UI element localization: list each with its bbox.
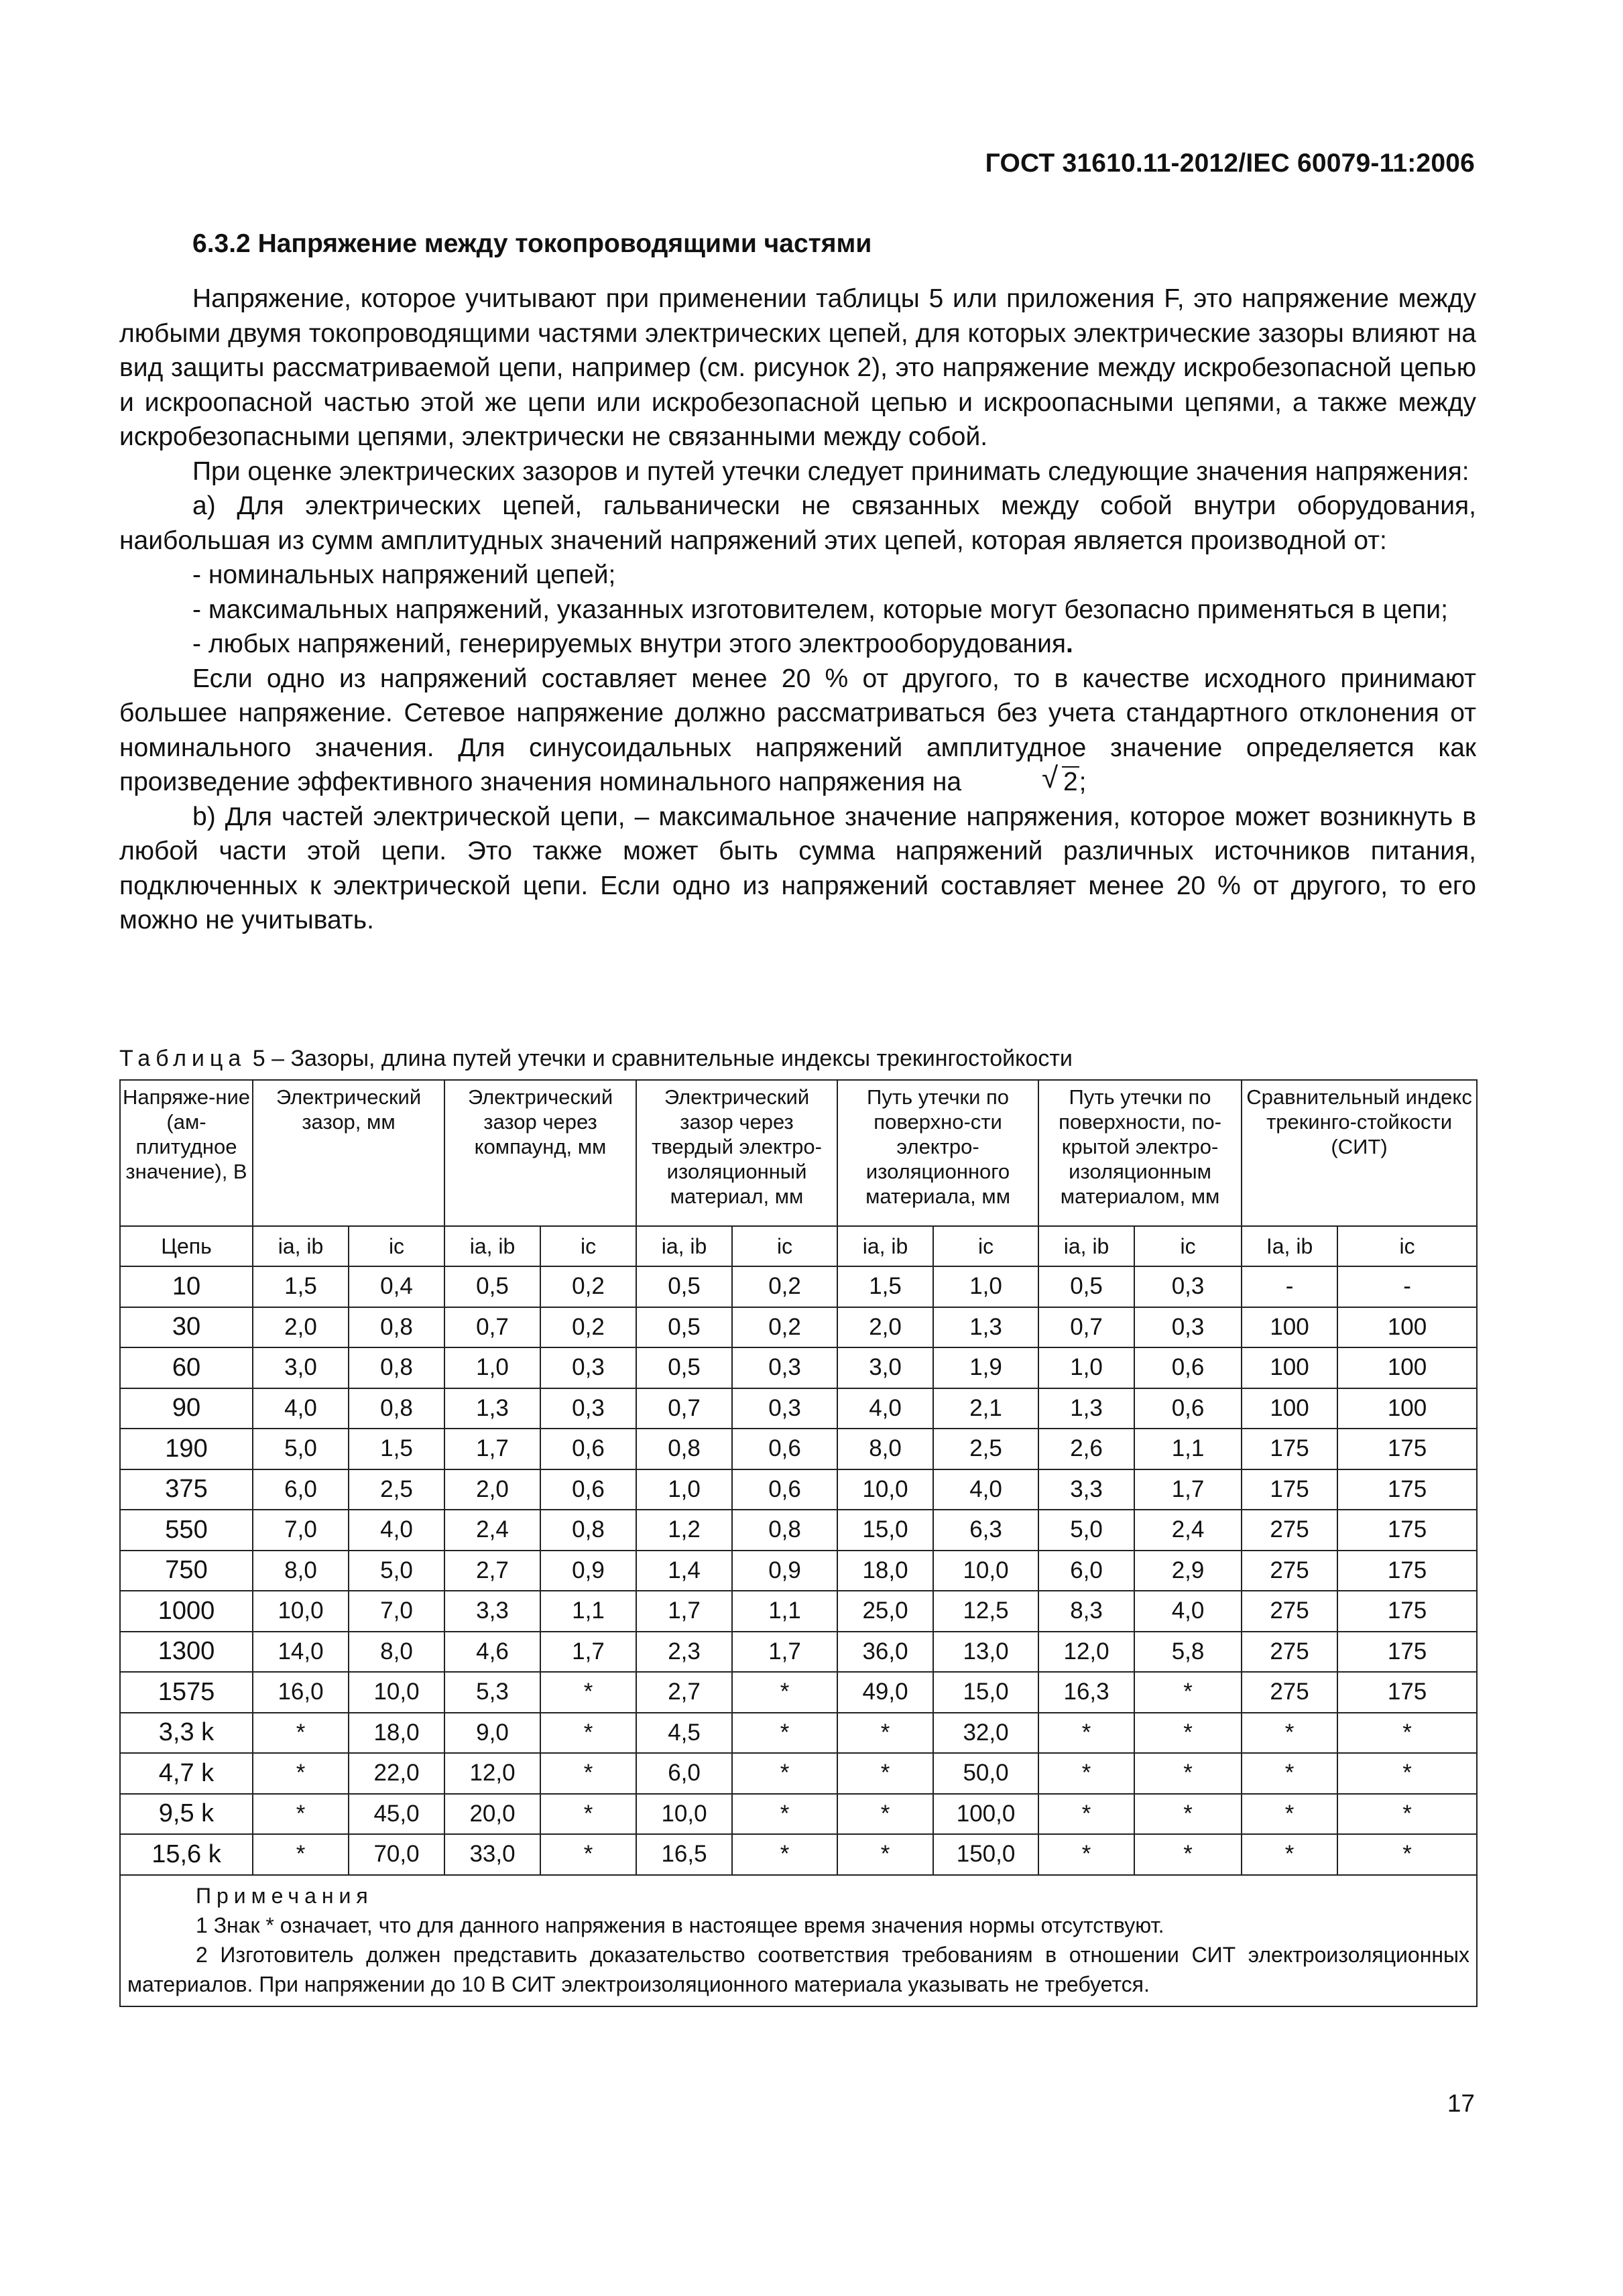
paragraph-voltage-definition: Напряжение, которое учитывают при применении таблицы 5 или приложения F, это напряжение между любыми двумя токопроводящими частями электрических цепей, для которых электрические зазоры влияют на вид защиты рассматриваемой цепи, например (см. рисунок 2), это напряжение между искробезопасной цепью и искроопасной частью этой же цепи или искробезопасной цепью и искроопасными цепями, а также между искробезопасными цепями, электрически не связанными между собой. bbox=[119, 284, 1476, 451]
value-cell: * bbox=[1337, 1794, 1477, 1835]
value-cell: 3,0 bbox=[253, 1347, 349, 1388]
voltage-cell: 60 bbox=[120, 1347, 253, 1388]
value-cell: 6,0 bbox=[253, 1469, 349, 1510]
value-cell: 4,6 bbox=[444, 1632, 540, 1673]
table-row bbox=[120, 1551, 1477, 1591]
value-cell: * bbox=[540, 1753, 636, 1794]
value-cell: 0,3 bbox=[1134, 1266, 1242, 1307]
value-cell: * bbox=[837, 1753, 933, 1794]
table-row bbox=[120, 1834, 1477, 1875]
clearance-table bbox=[119, 1079, 1478, 2007]
value-cell: 16,0 bbox=[253, 1672, 349, 1713]
value-cell: 0,7 bbox=[1038, 1307, 1134, 1348]
value-cell: 0,8 bbox=[349, 1347, 444, 1388]
value-cell: 33,0 bbox=[444, 1834, 540, 1875]
value-cell: 0,5 bbox=[1038, 1266, 1134, 1307]
radical-sign: √ bbox=[1041, 762, 1059, 794]
value-cell: 0,6 bbox=[1134, 1388, 1242, 1429]
value-cell: 175 bbox=[1337, 1632, 1477, 1673]
value-cell: * bbox=[1038, 1753, 1134, 1794]
value-cell: * bbox=[540, 1713, 636, 1754]
value-cell: 1,4 bbox=[636, 1551, 732, 1591]
value-cell: 0,6 bbox=[732, 1429, 837, 1469]
value-cell: 175 bbox=[1337, 1591, 1477, 1632]
voltage-cell: 550 bbox=[120, 1510, 253, 1551]
value-cell: 1,0 bbox=[933, 1266, 1038, 1307]
value-cell: 2,5 bbox=[933, 1429, 1038, 1469]
value-cell: 100,0 bbox=[933, 1794, 1038, 1835]
value-cell: 4,5 bbox=[636, 1713, 732, 1754]
value-cell: * bbox=[253, 1713, 349, 1754]
value-cell: * bbox=[1337, 1713, 1477, 1754]
value-cell: * bbox=[732, 1794, 837, 1835]
voltage-cell: 1000 bbox=[120, 1591, 253, 1632]
value-cell: 18,0 bbox=[837, 1551, 933, 1591]
value-cell: 1,7 bbox=[636, 1591, 732, 1632]
value-cell: 175 bbox=[1242, 1469, 1337, 1510]
value-cell: 100 bbox=[1242, 1388, 1337, 1429]
value-cell: 12,0 bbox=[444, 1753, 540, 1794]
value-cell: 2,0 bbox=[253, 1307, 349, 1348]
value-cell: 175 bbox=[1337, 1672, 1477, 1713]
value-cell: 175 bbox=[1242, 1429, 1337, 1469]
value-cell: 0,9 bbox=[540, 1551, 636, 1591]
value-cell: 1,0 bbox=[444, 1347, 540, 1388]
value-cell: * bbox=[1242, 1713, 1337, 1754]
value-cell: 10,0 bbox=[837, 1469, 933, 1510]
table-row bbox=[120, 1510, 1477, 1551]
table-row bbox=[120, 1347, 1477, 1388]
value-cell: 2,4 bbox=[1134, 1510, 1242, 1551]
value-cell: 8,3 bbox=[1038, 1591, 1134, 1632]
value-cell: 2,5 bbox=[349, 1469, 444, 1510]
value-cell: 0,5 bbox=[636, 1307, 732, 1348]
value-cell: 0,3 bbox=[732, 1388, 837, 1429]
value-cell: 4,0 bbox=[1134, 1591, 1242, 1632]
table-row bbox=[120, 1632, 1477, 1673]
header-voltage: Напряже-ние (ам-плитудное значение), В bbox=[120, 1080, 253, 1226]
value-cell: 100 bbox=[1337, 1307, 1477, 1348]
value-cell: 13,0 bbox=[933, 1632, 1038, 1673]
value-cell: 100 bbox=[1337, 1388, 1477, 1429]
value-cell: 275 bbox=[1242, 1632, 1337, 1673]
value-cell: 0,7 bbox=[444, 1307, 540, 1348]
square-root-formula bbox=[969, 762, 1079, 800]
value-cell: 5,0 bbox=[349, 1551, 444, 1591]
value-cell: * bbox=[732, 1713, 837, 1754]
paragraph-evaluation-values: При оценке электрических зазоров и путей утечки следует принимать следующие значения напряжения: bbox=[192, 457, 1469, 486]
subheader-cell: ic bbox=[933, 1226, 1038, 1266]
table-subheader-row bbox=[120, 1226, 1477, 1266]
value-cell: 100 bbox=[1242, 1347, 1337, 1388]
value-cell: 3,3 bbox=[1038, 1469, 1134, 1510]
value-cell: 1,3 bbox=[444, 1388, 540, 1429]
value-cell: 5,0 bbox=[253, 1429, 349, 1469]
table-row bbox=[120, 1794, 1477, 1835]
value-cell: 0,3 bbox=[1134, 1307, 1242, 1348]
table-row bbox=[120, 1429, 1477, 1469]
list-item-generated bbox=[119, 627, 1476, 662]
value-cell: * bbox=[837, 1713, 933, 1754]
header-creepage-coated: Путь утечки по поверхности, по-крытой электро-изоляционным материалом, мм bbox=[1038, 1080, 1242, 1226]
subheader-cell: ic bbox=[540, 1226, 636, 1266]
value-cell: 0,8 bbox=[636, 1429, 732, 1469]
value-cell: 1,1 bbox=[540, 1591, 636, 1632]
value-cell: 1,1 bbox=[732, 1591, 837, 1632]
value-cell: 14,0 bbox=[253, 1632, 349, 1673]
value-cell: 15,0 bbox=[837, 1510, 933, 1551]
value-cell: 2,4 bbox=[444, 1510, 540, 1551]
table-notes bbox=[120, 1875, 1477, 2006]
value-cell: 10,0 bbox=[636, 1794, 732, 1835]
value-cell: 5,0 bbox=[1038, 1510, 1134, 1551]
value-cell: 12,5 bbox=[933, 1591, 1038, 1632]
value-cell: 0,2 bbox=[540, 1266, 636, 1307]
section-title: 6.3.2 Напряжение между токопроводящими частями bbox=[192, 229, 872, 258]
value-cell: 1,7 bbox=[1134, 1469, 1242, 1510]
value-cell: 5,8 bbox=[1134, 1632, 1242, 1673]
subheader-cell: ia, ib bbox=[837, 1226, 933, 1266]
value-cell: 15,0 bbox=[933, 1672, 1038, 1713]
value-cell: 175 bbox=[1337, 1429, 1477, 1469]
value-cell: 36,0 bbox=[837, 1632, 933, 1673]
value-cell: 1,5 bbox=[837, 1266, 933, 1307]
value-cell: 9,0 bbox=[444, 1713, 540, 1754]
value-cell: 1,9 bbox=[933, 1347, 1038, 1388]
value-cell: 1,5 bbox=[253, 1266, 349, 1307]
value-cell: 0,3 bbox=[732, 1347, 837, 1388]
value-cell: * bbox=[732, 1834, 837, 1875]
value-cell: * bbox=[837, 1834, 933, 1875]
subheader-cell: ia, ib bbox=[1038, 1226, 1134, 1266]
value-cell: * bbox=[1337, 1834, 1477, 1875]
value-cell: 0,6 bbox=[1134, 1347, 1242, 1388]
value-cell: 0,5 bbox=[636, 1266, 732, 1307]
value-cell: 1,1 bbox=[1134, 1429, 1242, 1469]
value-cell: 0,8 bbox=[349, 1388, 444, 1429]
voltage-cell: 375 bbox=[120, 1469, 253, 1510]
value-cell: 0,3 bbox=[540, 1347, 636, 1388]
value-cell: 2,3 bbox=[636, 1632, 732, 1673]
value-cell: 3,0 bbox=[837, 1347, 933, 1388]
value-cell: 175 bbox=[1337, 1510, 1477, 1551]
value-cell: 1,3 bbox=[1038, 1388, 1134, 1429]
value-cell: 20,0 bbox=[444, 1794, 540, 1835]
subheader-cell: ic bbox=[1134, 1226, 1242, 1266]
voltage-cell: 9,5 k bbox=[120, 1794, 253, 1835]
value-cell: 32,0 bbox=[933, 1713, 1038, 1754]
value-cell: * bbox=[1038, 1834, 1134, 1875]
value-cell: 275 bbox=[1242, 1510, 1337, 1551]
document-code-header: ГОСТ 31610.11-2012/IEC 60079-11:2006 bbox=[985, 149, 1475, 178]
table-notes-row bbox=[120, 1875, 1477, 2006]
value-cell: 2,7 bbox=[636, 1672, 732, 1713]
value-cell: 275 bbox=[1242, 1672, 1337, 1713]
list-item-generated-text: - любых напряжений, генерируемых внутри этого электрооборудования bbox=[192, 629, 1066, 658]
value-cell: * bbox=[1134, 1834, 1242, 1875]
value-cell: 1,7 bbox=[540, 1632, 636, 1673]
value-cell: 6,0 bbox=[1038, 1551, 1134, 1591]
value-cell: * bbox=[540, 1794, 636, 1835]
voltage-cell: 750 bbox=[120, 1551, 253, 1591]
subheader-cell: ia, ib bbox=[444, 1226, 540, 1266]
subheader-cell: Ia, ib bbox=[1242, 1226, 1337, 1266]
value-cell: * bbox=[1134, 1794, 1242, 1835]
value-cell: 50,0 bbox=[933, 1753, 1038, 1794]
value-cell: 0,6 bbox=[732, 1469, 837, 1510]
paragraph-twenty-percent bbox=[119, 662, 1476, 800]
value-cell: 8,0 bbox=[837, 1429, 933, 1469]
value-cell: * bbox=[1038, 1713, 1134, 1754]
value-cell: - bbox=[1337, 1266, 1477, 1307]
voltage-cell: 30 bbox=[120, 1307, 253, 1348]
value-cell: 70,0 bbox=[349, 1834, 444, 1875]
voltage-cell: 4,7 k bbox=[120, 1753, 253, 1794]
paragraph-item-a: a) Для электрических цепей, гальванически не связанных между собой внутри оборудования, наибольшая из сумм амплитудных значений напряжений этих цепей, которая является производной от: bbox=[119, 491, 1476, 555]
value-cell: 4,0 bbox=[837, 1388, 933, 1429]
paragraph-twenty-percent-end: ; bbox=[1079, 768, 1087, 796]
radicand: 2 bbox=[1063, 768, 1078, 796]
value-cell: * bbox=[1242, 1834, 1337, 1875]
paragraph-item-b: b) Для частей электрической цепи, – максимальное значение напряжения, которое может возникнуть в любой части этой цепи. Это также может быть сумма напряжений различных источников питания, подключенных к электрической цепи. Если одно из напряжений составляет менее 20 % от другого, то его можно не учитывать. bbox=[119, 802, 1476, 934]
value-cell: * bbox=[540, 1834, 636, 1875]
list-item-maximum: - максимальных напряжений, указанных изготовителем, которые могут безопасно применяться в цепи; bbox=[192, 595, 1448, 624]
value-cell: * bbox=[1242, 1753, 1337, 1794]
header-cti: Сравнительный индекс трекинго-стойкости (СИТ) bbox=[1242, 1080, 1477, 1226]
value-cell: 1,5 bbox=[349, 1429, 444, 1469]
table-header-row bbox=[120, 1080, 1477, 1226]
value-cell: 6,3 bbox=[933, 1510, 1038, 1551]
list-item-generated-end: . bbox=[1066, 629, 1073, 658]
value-cell: 8,0 bbox=[349, 1632, 444, 1673]
value-cell: 2,7 bbox=[444, 1551, 540, 1591]
value-cell: 10,0 bbox=[933, 1551, 1038, 1591]
value-cell: 45,0 bbox=[349, 1794, 444, 1835]
value-cell: * bbox=[1134, 1672, 1242, 1713]
table-row bbox=[120, 1469, 1477, 1510]
value-cell: 0,2 bbox=[732, 1307, 837, 1348]
subheader-cell: ia, ib bbox=[253, 1226, 349, 1266]
value-cell: * bbox=[253, 1794, 349, 1835]
value-cell: * bbox=[540, 1672, 636, 1713]
table-row bbox=[120, 1672, 1477, 1713]
value-cell: 0,2 bbox=[540, 1307, 636, 1348]
value-cell: 1,3 bbox=[933, 1307, 1038, 1348]
voltage-cell: 15,6 k bbox=[120, 1834, 253, 1875]
table-row bbox=[120, 1753, 1477, 1794]
body-text bbox=[119, 282, 1476, 938]
subheader-cell: ia, ib bbox=[636, 1226, 732, 1266]
value-cell: 49,0 bbox=[837, 1672, 933, 1713]
voltage-cell: 10 bbox=[120, 1266, 253, 1307]
table-caption-label: Таблица bbox=[119, 1046, 247, 1071]
table-row bbox=[120, 1307, 1477, 1348]
header-creepage-insulation: Путь утечки по поверхно-сти электро-изоляционного материала, мм bbox=[837, 1080, 1038, 1226]
value-cell: 4,0 bbox=[349, 1510, 444, 1551]
value-cell: 0,9 bbox=[732, 1551, 837, 1591]
value-cell: 4,0 bbox=[933, 1469, 1038, 1510]
value-cell: 2,1 bbox=[933, 1388, 1038, 1429]
value-cell: 3,3 bbox=[444, 1591, 540, 1632]
value-cell: * bbox=[1337, 1753, 1477, 1794]
value-cell: * bbox=[732, 1672, 837, 1713]
value-cell: 0,3 bbox=[540, 1388, 636, 1429]
value-cell: - bbox=[1242, 1266, 1337, 1307]
value-cell: 2,0 bbox=[837, 1307, 933, 1348]
value-cell: 0,5 bbox=[636, 1347, 732, 1388]
table-caption-text: 5 – Зазоры, длина путей утечки и сравнительные индексы трекингостойкости bbox=[252, 1046, 1073, 1071]
value-cell: 0,2 bbox=[732, 1266, 837, 1307]
value-cell: 0,8 bbox=[349, 1307, 444, 1348]
paragraph-twenty-percent-text: Если одно из напряжений составляет менее 20 % от другого, то в качестве исходного принимают большее напряжение. Сетевое напряжение должно рассматриваться без учета стандартного отклонения от номинального значения. Для синусоидальных напряжений амплитудное значение определяется как произведение эффективного значения номинального напряжения на bbox=[119, 664, 1476, 796]
value-cell: 2,9 bbox=[1134, 1551, 1242, 1591]
table-row bbox=[120, 1713, 1477, 1754]
header-clearance-compound: Электрический зазор через компаунд, мм bbox=[444, 1080, 636, 1226]
value-cell: 275 bbox=[1242, 1591, 1337, 1632]
table-row bbox=[120, 1266, 1477, 1307]
value-cell: 1,2 bbox=[636, 1510, 732, 1551]
value-cell: 0,7 bbox=[636, 1388, 732, 1429]
value-cell: 175 bbox=[1337, 1551, 1477, 1591]
value-cell: 2,6 bbox=[1038, 1429, 1134, 1469]
value-cell: * bbox=[1134, 1713, 1242, 1754]
table-caption bbox=[119, 1046, 1073, 1072]
header-clearance: Электрический зазор, мм bbox=[253, 1080, 444, 1226]
value-cell: 150,0 bbox=[933, 1834, 1038, 1875]
list-item-nominal: - номинальных напряжений цепей; bbox=[192, 560, 616, 589]
value-cell: 7,0 bbox=[253, 1510, 349, 1551]
value-cell: 8,0 bbox=[253, 1551, 349, 1591]
value-cell: 2,0 bbox=[444, 1469, 540, 1510]
value-cell: * bbox=[837, 1794, 933, 1835]
value-cell: 1,0 bbox=[1038, 1347, 1134, 1388]
value-cell: * bbox=[732, 1753, 837, 1794]
value-cell: 22,0 bbox=[349, 1753, 444, 1794]
value-cell: * bbox=[1242, 1794, 1337, 1835]
value-cell: 6,0 bbox=[636, 1753, 732, 1794]
value-cell: 0,8 bbox=[732, 1510, 837, 1551]
value-cell: 16,5 bbox=[636, 1834, 732, 1875]
table-body bbox=[120, 1266, 1477, 1875]
value-cell: * bbox=[1038, 1794, 1134, 1835]
subheader-cell: ic bbox=[349, 1226, 444, 1266]
voltage-cell: 1300 bbox=[120, 1632, 253, 1673]
value-cell: 0,4 bbox=[349, 1266, 444, 1307]
value-cell: 5,3 bbox=[444, 1672, 540, 1713]
voltage-cell: 90 bbox=[120, 1388, 253, 1429]
value-cell: 0,6 bbox=[540, 1429, 636, 1469]
value-cell: * bbox=[1134, 1753, 1242, 1794]
header-clearance-solid-insulation: Электрический зазор через твердый электро-изоляционный материал, мм bbox=[636, 1080, 837, 1226]
value-cell: * bbox=[253, 1834, 349, 1875]
value-cell: 1,7 bbox=[444, 1429, 540, 1469]
value-cell: 12,0 bbox=[1038, 1632, 1134, 1673]
voltage-cell: 190 bbox=[120, 1429, 253, 1469]
page-number: 17 bbox=[1447, 2090, 1475, 2117]
value-cell: 175 bbox=[1337, 1469, 1477, 1510]
subheader-circuit: Цепь bbox=[120, 1226, 253, 1266]
note-2: 2 Изготовитель должен представить доказательство соответствия требованиям в отношении СИТ электроизоляционных материалов. При напряжении до 10 В СИТ электроизоляционного материала указывать не требуется. bbox=[127, 1942, 1470, 1996]
value-cell: 7,0 bbox=[349, 1591, 444, 1632]
clearance-table-wrapper bbox=[119, 1079, 1476, 2007]
voltage-cell: 1575 bbox=[120, 1672, 253, 1713]
value-cell: 0,5 bbox=[444, 1266, 540, 1307]
subheader-cell: ic bbox=[1337, 1226, 1477, 1266]
value-cell: 4,0 bbox=[253, 1388, 349, 1429]
table-row bbox=[120, 1388, 1477, 1429]
value-cell: 1,7 bbox=[732, 1632, 837, 1673]
subheader-cell: ic bbox=[732, 1226, 837, 1266]
value-cell: 16,3 bbox=[1038, 1672, 1134, 1713]
note-1: 1 Знак * означает, что для данного напряжения в настоящее время значения нормы отсутствуют. bbox=[196, 1913, 1164, 1937]
value-cell: 18,0 bbox=[349, 1713, 444, 1754]
value-cell: 275 bbox=[1242, 1551, 1337, 1591]
voltage-cell: 3,3 k bbox=[120, 1713, 253, 1754]
value-cell: 0,6 bbox=[540, 1469, 636, 1510]
value-cell: 0,8 bbox=[540, 1510, 636, 1551]
value-cell: 10,0 bbox=[253, 1591, 349, 1632]
value-cell: 1,0 bbox=[636, 1469, 732, 1510]
value-cell: 100 bbox=[1242, 1307, 1337, 1348]
value-cell: * bbox=[253, 1753, 349, 1794]
notes-title: Примечания bbox=[196, 1883, 373, 1908]
value-cell: 10,0 bbox=[349, 1672, 444, 1713]
value-cell: 100 bbox=[1337, 1347, 1477, 1388]
table-row bbox=[120, 1591, 1477, 1632]
value-cell: 25,0 bbox=[837, 1591, 933, 1632]
